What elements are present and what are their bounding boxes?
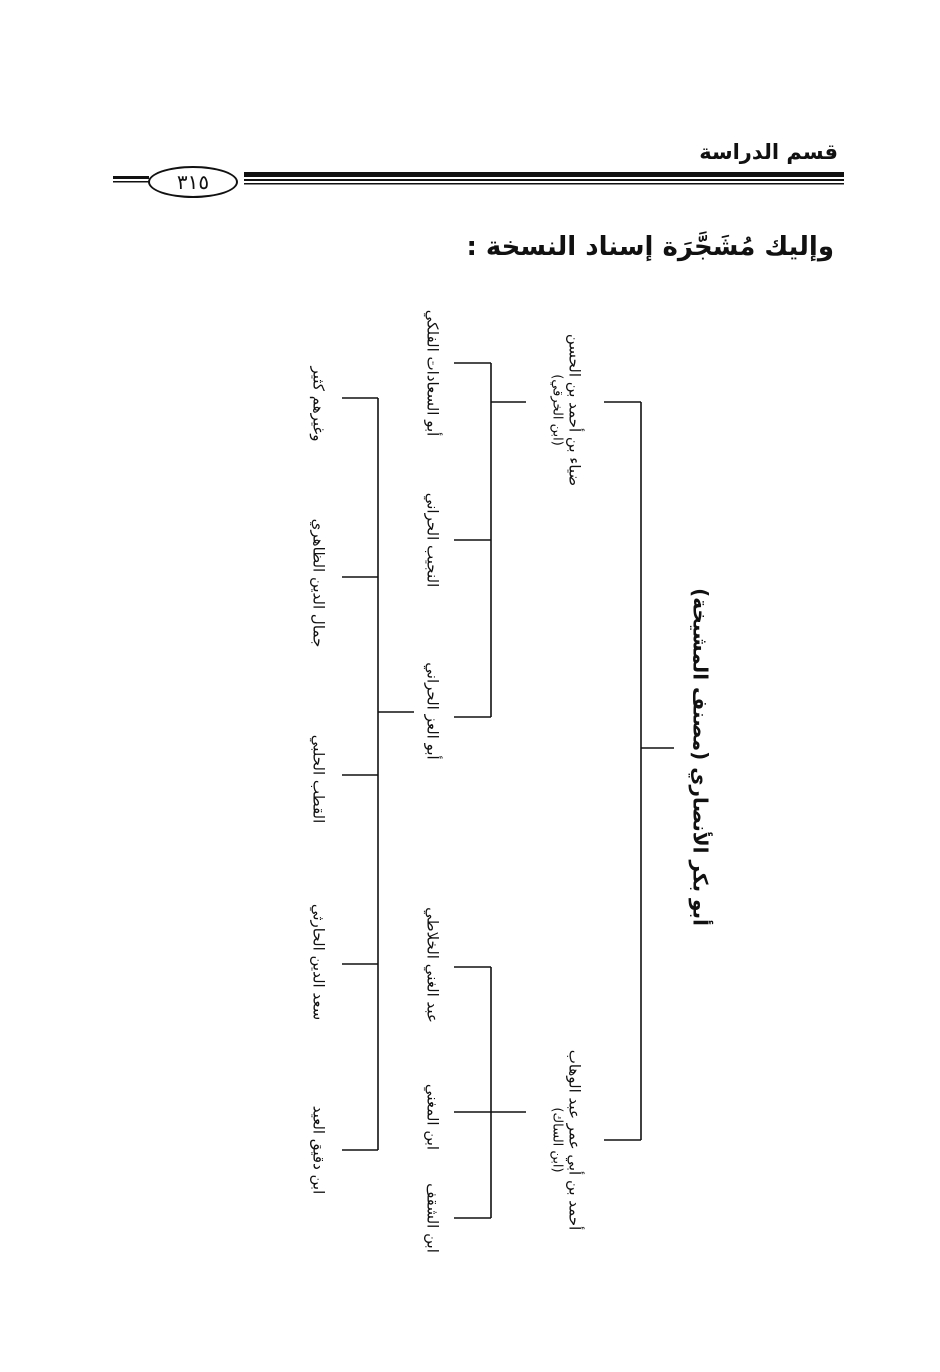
upper-branch [549, 334, 584, 486]
lower-child-name: عبد الغني الخلاطي [423, 907, 442, 1023]
grand-node [309, 1106, 328, 1195]
intro-text: وإليك مُشَجَّرَة إسناد النسخة : [466, 232, 834, 262]
upper-child-name: أبو العز الحراني [423, 662, 442, 760]
lower-branch [549, 1050, 584, 1231]
upper-child-name: أبو السعادات الفلكي [423, 309, 442, 437]
lower-child-name: ابن المغني [423, 1083, 442, 1151]
tree-root [688, 588, 713, 926]
lower-child-name: ابن الشقف [423, 1183, 442, 1253]
grand-node [309, 904, 328, 1020]
upper-child [423, 310, 442, 437]
page-number: ٣١٥ [148, 166, 238, 198]
lower-child [423, 1084, 442, 1150]
grand-name: القطب الحلبي [309, 734, 328, 824]
running-title: قسم الدراسة [699, 140, 838, 164]
lower-child [423, 1183, 442, 1253]
grand-name: وغيرهم كثير [309, 366, 328, 442]
grand-node [309, 735, 328, 824]
grand-node [309, 519, 328, 648]
lower-note: (ابن الساك) [549, 1107, 565, 1173]
lower-name: أحمد بن أبي عمر عبد الوهاب [565, 1049, 584, 1231]
upper-name: ضياء بن أحمد بن الحسن [565, 333, 584, 487]
upper-child [423, 662, 442, 759]
grand-name: سعد الدين الحارثي [309, 903, 328, 1021]
grand-name: ابن دقيق العيد [309, 1105, 328, 1195]
upper-note: (ابن الخرقي) [549, 374, 565, 446]
root-name: أبو بكر الأنصاري (مصنف المشيخة) [688, 588, 713, 926]
grand-name: جمال الدين الظاهري [309, 518, 328, 648]
upper-child-name: النجيب الحراني [423, 492, 442, 588]
upper-child [423, 493, 442, 588]
lower-child [423, 907, 442, 1023]
grand-node [309, 366, 328, 441]
